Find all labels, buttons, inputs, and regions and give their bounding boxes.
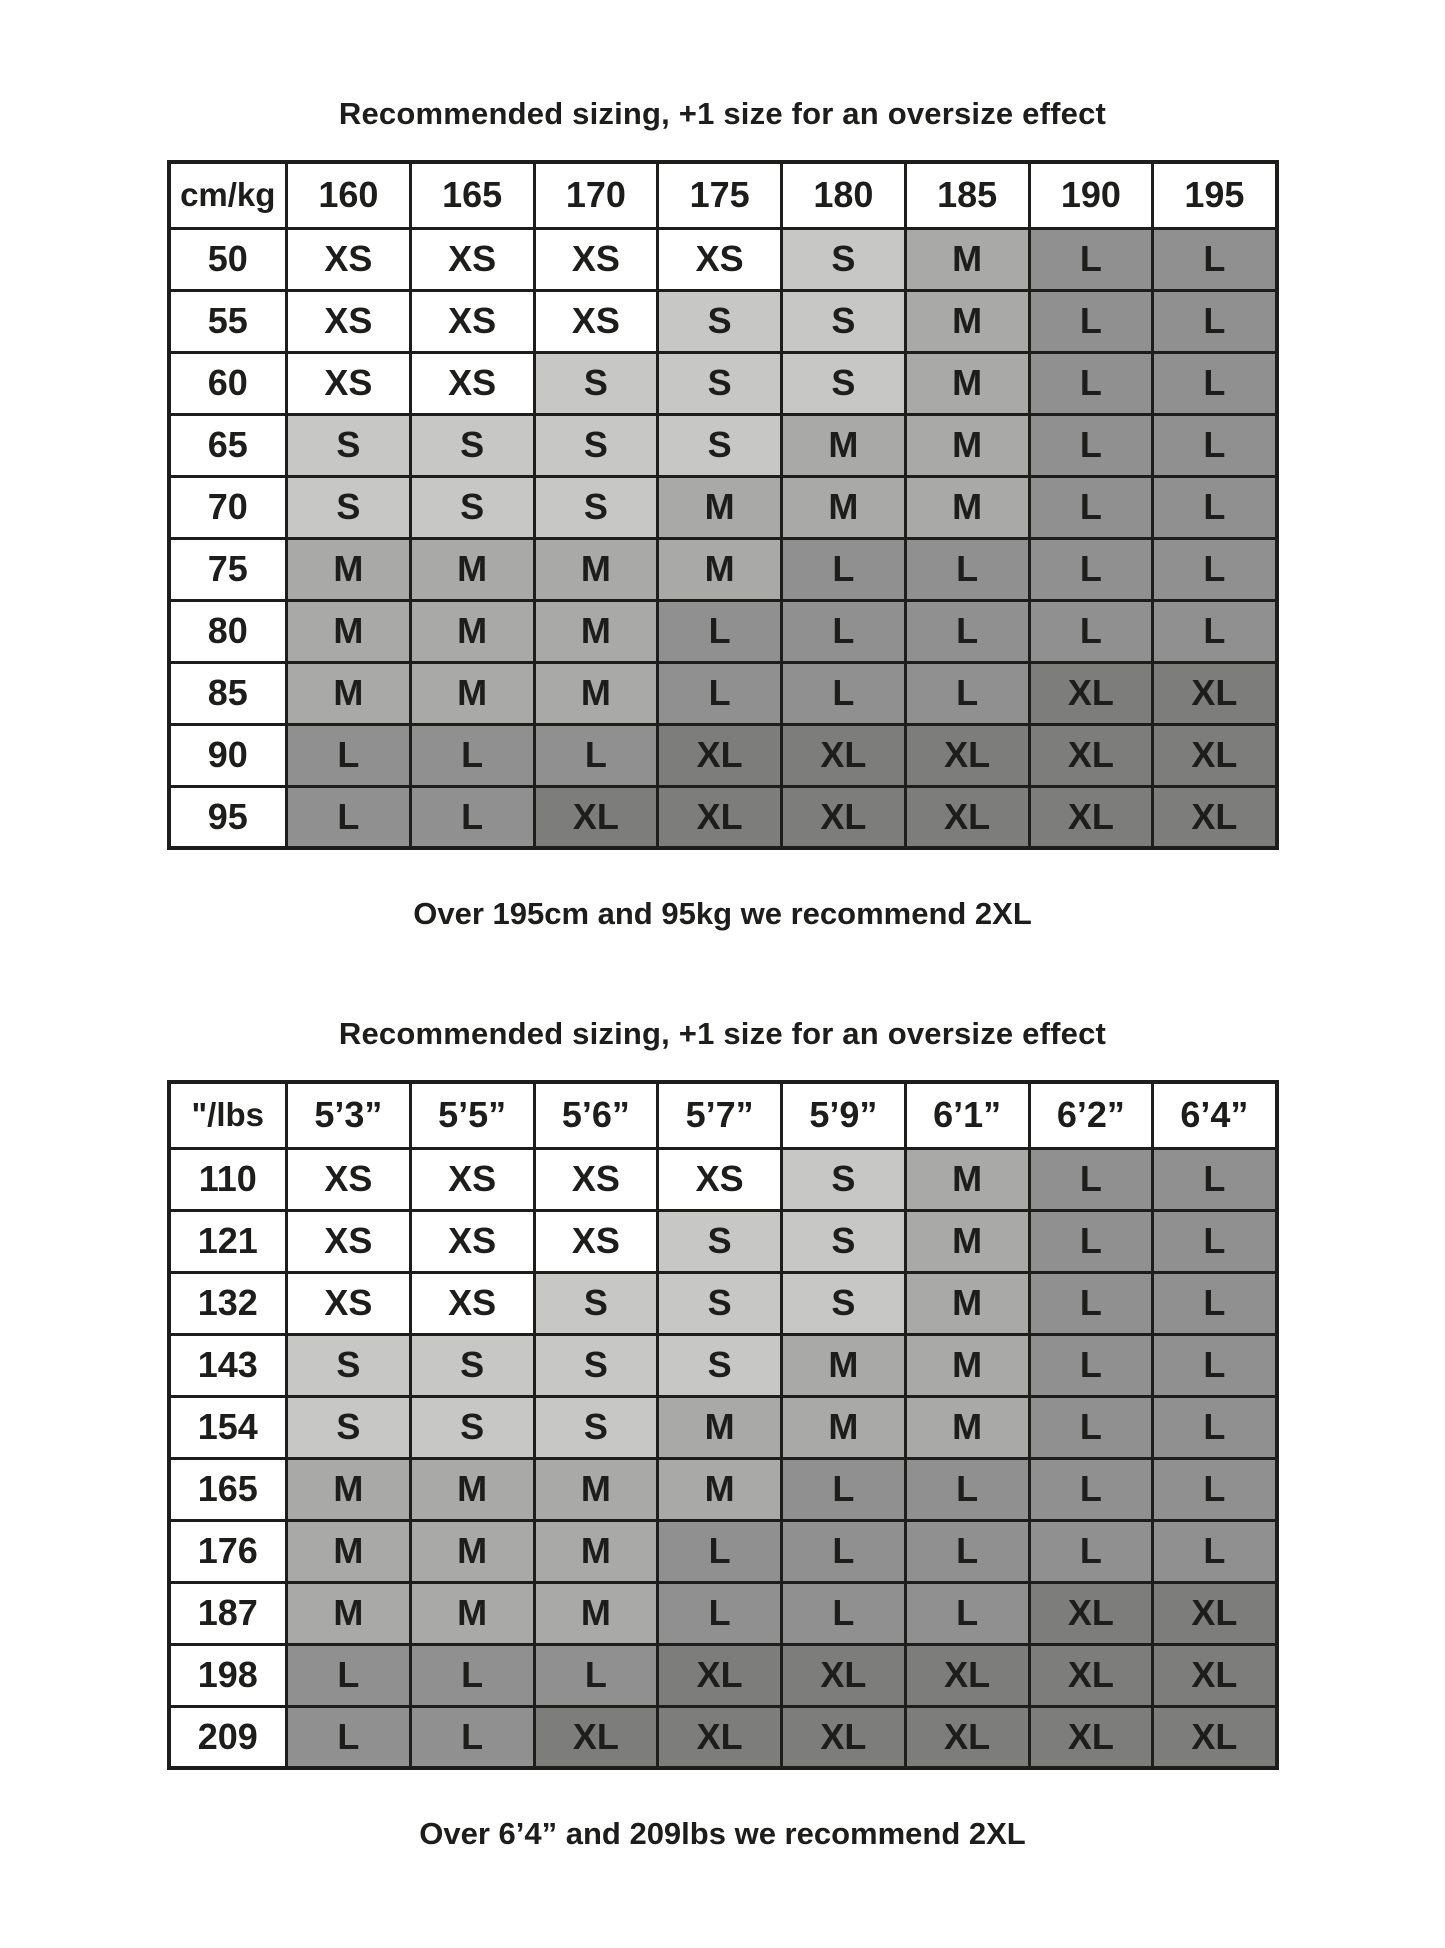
size-cell: S [410, 476, 534, 538]
size-cell: S [534, 1396, 658, 1458]
column-header: 6’4” [1153, 1082, 1277, 1148]
size-cell: L [905, 538, 1029, 600]
column-header: 185 [905, 162, 1029, 228]
size-cell: L [287, 1706, 411, 1768]
table-title-metric: Recommended sizing, +1 size for an oversize effect [338, 96, 1107, 131]
size-cell: L [782, 1458, 906, 1520]
size-cell: S [287, 476, 411, 538]
table-note-metric: Over 195cm and 95kg we recommend 2XL [413, 896, 1032, 931]
size-cell: XL [782, 1706, 906, 1768]
table-row [169, 1396, 1277, 1458]
size-cell: M [658, 476, 782, 538]
size-cell: M [287, 1582, 411, 1644]
size-cell: L [534, 724, 658, 786]
table-row [169, 1210, 1277, 1272]
size-cell: M [534, 1458, 658, 1520]
size-cell: S [287, 414, 411, 476]
row-label: 143 [169, 1334, 287, 1396]
row-label: 90 [169, 724, 287, 786]
size-cell: L [1029, 600, 1153, 662]
table-row [169, 1706, 1277, 1768]
table-row [169, 1458, 1277, 1520]
size-cell: L [905, 600, 1029, 662]
size-cell: L [782, 538, 906, 600]
table-note-imperial: Over 6’4” and 209lbs we recommend 2XL [419, 1816, 1026, 1851]
size-cell: XL [534, 786, 658, 848]
table-row [169, 662, 1277, 724]
size-cell: L [410, 786, 534, 848]
size-cell: M [287, 1520, 411, 1582]
size-cell: XS [534, 228, 658, 290]
size-cell: S [658, 414, 782, 476]
size-cell: M [410, 1458, 534, 1520]
sizing-table-cm-kg [167, 160, 1279, 850]
size-cell: S [534, 1334, 658, 1396]
size-cell: M [534, 662, 658, 724]
size-cell: XS [534, 1210, 658, 1272]
size-cell: XS [658, 1148, 782, 1210]
size-cell: M [905, 352, 1029, 414]
size-cell: XL [658, 1706, 782, 1768]
size-cell: L [1153, 538, 1277, 600]
size-cell: L [905, 1582, 1029, 1644]
column-header: 5’9” [782, 1082, 906, 1148]
size-cell: XS [410, 1210, 534, 1272]
table-row [169, 1644, 1277, 1706]
size-cell: XS [534, 290, 658, 352]
column-header: 170 [534, 162, 658, 228]
table-title-imperial: Recommended sizing, +1 size for an oversize effect [338, 1016, 1107, 1051]
size-cell: S [782, 1210, 906, 1272]
size-cell: M [658, 538, 782, 600]
size-cell: M [905, 476, 1029, 538]
size-cell: S [410, 1396, 534, 1458]
row-label: 55 [169, 290, 287, 352]
column-header: 6’2” [1029, 1082, 1153, 1148]
table-row [169, 1582, 1277, 1644]
size-cell: L [1153, 1458, 1277, 1520]
size-cell: S [658, 290, 782, 352]
column-header: 195 [1153, 162, 1277, 228]
size-cell: S [410, 414, 534, 476]
table-row [169, 1520, 1277, 1582]
size-cell: M [410, 662, 534, 724]
size-cell: M [410, 1520, 534, 1582]
size-cell: XS [410, 290, 534, 352]
row-label: 198 [169, 1644, 287, 1706]
size-cell: L [782, 1582, 906, 1644]
size-cell: L [1153, 1520, 1277, 1582]
row-label: 154 [169, 1396, 287, 1458]
size-cell: L [658, 662, 782, 724]
size-cell: L [1153, 1396, 1277, 1458]
size-cell: XL [1153, 1706, 1277, 1768]
size-cell: XS [287, 1272, 411, 1334]
row-label: 176 [169, 1520, 287, 1582]
size-cell: S [534, 1272, 658, 1334]
size-cell: L [1153, 1210, 1277, 1272]
size-cell: M [782, 476, 906, 538]
size-cell: L [1029, 1396, 1153, 1458]
size-cell: XS [658, 228, 782, 290]
size-cell: XL [658, 786, 782, 848]
column-header: 190 [1029, 162, 1153, 228]
size-cell: L [1153, 1334, 1277, 1396]
size-cell: M [410, 538, 534, 600]
table-row [169, 290, 1277, 352]
row-label: 85 [169, 662, 287, 724]
size-cell: L [658, 1520, 782, 1582]
row-label: 75 [169, 538, 287, 600]
size-cell: XS [410, 1272, 534, 1334]
row-label: 50 [169, 228, 287, 290]
size-cell: XL [782, 786, 906, 848]
size-cell: L [410, 1644, 534, 1706]
column-header: 180 [782, 162, 906, 228]
size-cell: L [1029, 538, 1153, 600]
size-cell: XS [287, 1148, 411, 1210]
size-cell: M [287, 600, 411, 662]
size-cell: M [534, 1582, 658, 1644]
sizing-section-metric [167, 96, 1279, 932]
size-cell: L [1029, 476, 1153, 538]
size-cell: XL [1029, 1644, 1153, 1706]
size-cell: M [287, 1458, 411, 1520]
size-cell: L [1153, 290, 1277, 352]
size-cell: L [658, 600, 782, 662]
size-cell: S [658, 1210, 782, 1272]
size-cell: S [287, 1396, 411, 1458]
row-label: 187 [169, 1582, 287, 1644]
size-cell: XS [287, 228, 411, 290]
row-label: 60 [169, 352, 287, 414]
size-cell: M [905, 228, 1029, 290]
size-cell: L [782, 662, 906, 724]
size-cell: M [287, 662, 411, 724]
size-cell: XS [287, 352, 411, 414]
size-cell: L [905, 1520, 1029, 1582]
size-cell: L [1153, 1272, 1277, 1334]
size-cell: L [1029, 1210, 1153, 1272]
column-header: 5’5” [410, 1082, 534, 1148]
size-cell: L [1029, 1148, 1153, 1210]
size-cell: M [410, 600, 534, 662]
row-label: 95 [169, 786, 287, 848]
size-cell: XL [1029, 786, 1153, 848]
size-cell: XL [782, 1644, 906, 1706]
table-row [169, 1272, 1277, 1334]
size-cell: XL [1153, 724, 1277, 786]
sizing-sheet [167, 0, 1279, 1852]
size-cell: XL [658, 1644, 782, 1706]
row-label: 65 [169, 414, 287, 476]
size-cell: XL [1029, 662, 1153, 724]
size-cell: L [658, 1582, 782, 1644]
size-cell: M [534, 600, 658, 662]
size-cell: XL [905, 1706, 1029, 1768]
size-cell: L [1029, 228, 1153, 290]
size-cell: M [905, 414, 1029, 476]
size-cell: L [410, 1706, 534, 1768]
size-cell: XL [534, 1706, 658, 1768]
row-label: 132 [169, 1272, 287, 1334]
table-row [169, 786, 1277, 848]
size-cell: L [1029, 1458, 1153, 1520]
size-cell: L [1029, 414, 1153, 476]
column-header: 5’7” [658, 1082, 782, 1148]
table-row [169, 1148, 1277, 1210]
sizing-table-in-lbs [167, 1080, 1279, 1770]
size-cell: L [782, 600, 906, 662]
table-row [169, 352, 1277, 414]
size-cell: L [1029, 1272, 1153, 1334]
size-cell: S [287, 1334, 411, 1396]
size-cell: M [534, 538, 658, 600]
size-cell: M [658, 1396, 782, 1458]
size-cell: L [410, 724, 534, 786]
row-label: 209 [169, 1706, 287, 1768]
size-cell: S [658, 1334, 782, 1396]
size-cell: S [410, 1334, 534, 1396]
size-cell: XL [905, 786, 1029, 848]
size-cell: XL [1153, 786, 1277, 848]
size-cell: M [905, 1334, 1029, 1396]
size-cell: L [1029, 1520, 1153, 1582]
size-cell: XL [905, 1644, 1029, 1706]
size-cell: L [905, 1458, 1029, 1520]
size-cell: L [1153, 414, 1277, 476]
size-cell: XS [287, 290, 411, 352]
table-row [169, 724, 1277, 786]
header-row [169, 1082, 1277, 1148]
row-label: 70 [169, 476, 287, 538]
size-cell: XL [1153, 662, 1277, 724]
size-cell: XL [905, 724, 1029, 786]
size-cell: M [658, 1458, 782, 1520]
size-cell: L [1029, 1334, 1153, 1396]
column-header: 6’1” [905, 1082, 1029, 1148]
size-cell: XL [1029, 1582, 1153, 1644]
size-cell: L [1153, 476, 1277, 538]
size-cell: M [905, 1396, 1029, 1458]
size-cell: XL [1153, 1582, 1277, 1644]
size-cell: S [534, 476, 658, 538]
size-cell: S [782, 352, 906, 414]
size-cell: XL [1029, 724, 1153, 786]
size-cell: S [658, 352, 782, 414]
size-cell: S [658, 1272, 782, 1334]
size-cell: M [410, 1582, 534, 1644]
size-cell: XL [782, 724, 906, 786]
size-cell: L [1153, 1148, 1277, 1210]
table-row [169, 1334, 1277, 1396]
size-cell: M [905, 1272, 1029, 1334]
size-cell: M [782, 1396, 906, 1458]
column-header: 160 [287, 162, 411, 228]
size-cell: S [534, 352, 658, 414]
size-cell: M [782, 1334, 906, 1396]
size-cell: S [782, 1272, 906, 1334]
header-row [169, 162, 1277, 228]
size-cell: XS [287, 1210, 411, 1272]
size-cell: XL [1029, 1706, 1153, 1768]
size-cell: M [905, 1148, 1029, 1210]
row-label: 165 [169, 1458, 287, 1520]
size-cell: XL [1153, 1644, 1277, 1706]
size-cell: L [534, 1644, 658, 1706]
size-cell: XS [410, 228, 534, 290]
size-cell: L [905, 662, 1029, 724]
table-row [169, 538, 1277, 600]
size-cell: M [905, 1210, 1029, 1272]
size-cell: S [782, 228, 906, 290]
table-row [169, 600, 1277, 662]
size-cell: XS [410, 352, 534, 414]
size-cell: XL [658, 724, 782, 786]
corner-label: cm/kg [169, 162, 287, 228]
table-row [169, 414, 1277, 476]
size-cell: L [1029, 352, 1153, 414]
row-label: 80 [169, 600, 287, 662]
size-cell: XS [410, 1148, 534, 1210]
column-header: 5’6” [534, 1082, 658, 1148]
column-header: 165 [410, 162, 534, 228]
size-cell: M [287, 538, 411, 600]
column-header: 5’3” [287, 1082, 411, 1148]
size-cell: S [782, 290, 906, 352]
size-cell: L [287, 786, 411, 848]
table-row [169, 228, 1277, 290]
size-cell: M [782, 414, 906, 476]
column-header: 175 [658, 162, 782, 228]
size-cell: M [534, 1520, 658, 1582]
size-cell: S [534, 414, 658, 476]
size-cell: L [1029, 290, 1153, 352]
size-cell: L [1153, 228, 1277, 290]
row-label: 121 [169, 1210, 287, 1272]
size-cell: S [782, 1148, 906, 1210]
size-cell: L [782, 1520, 906, 1582]
table-row [169, 476, 1277, 538]
size-cell: L [1153, 600, 1277, 662]
size-cell: XS [534, 1148, 658, 1210]
size-cell: L [1153, 352, 1277, 414]
sizing-section-imperial [167, 1016, 1279, 1852]
row-label: 110 [169, 1148, 287, 1210]
size-cell: M [905, 290, 1029, 352]
size-cell: L [287, 724, 411, 786]
size-cell: L [287, 1644, 411, 1706]
corner-label: "/lbs [169, 1082, 287, 1148]
